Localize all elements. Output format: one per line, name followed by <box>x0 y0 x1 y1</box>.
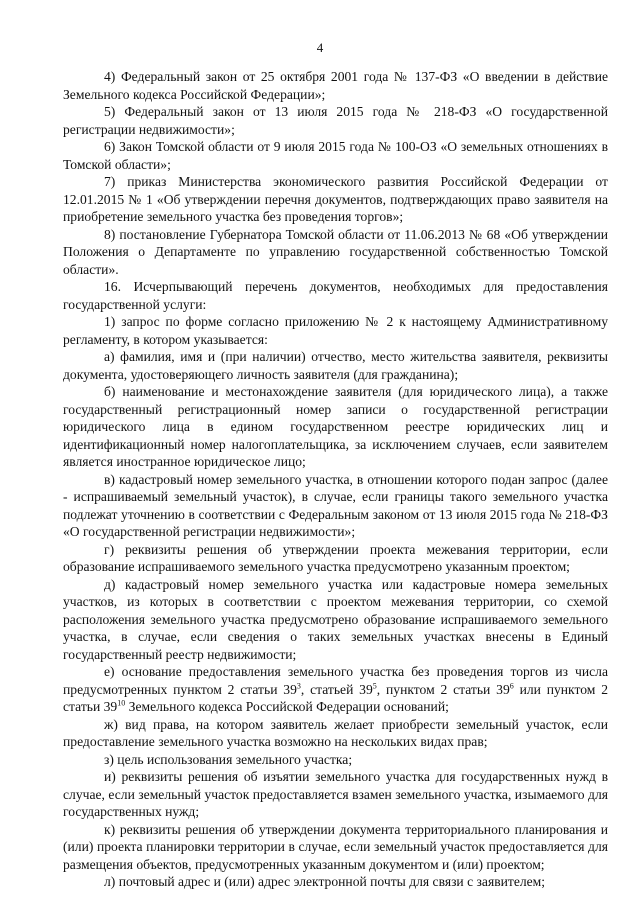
section-heading-paragraph: 16. Исчерпывающий перечень документов, необходимых для предоставления государственной услуги: <box>63 279 608 312</box>
superscript: 3 <box>296 680 301 690</box>
superscript: 6 <box>509 680 514 690</box>
para-e-part3: , пунктом 2 статьи 39 <box>376 681 510 697</box>
para-e-part2: , статьей 39 <box>300 681 373 697</box>
para-e-part4: или пунктом 2 статьи 39 <box>63 681 608 714</box>
superscript: 10 <box>117 698 126 708</box>
superscript: 5 <box>372 680 377 690</box>
paragraph: к) реквизиты решения об утверждении документа территориального планирования и (или) проекта планировки территории в случае, если земельный участок предоставляется для размещения объектов, предусмотренных указанным документом и (или) проектом; <box>63 821 608 872</box>
para-e-part5: Земельного кодекса Российской Федерации оснований; <box>125 699 449 714</box>
para-e-part1: е) основание предоставления земельного участка без проведения торгов из числа предусмотренных пунктом 2 статьи 39 <box>63 664 608 697</box>
paragraph: з) цель использования земельного участка; <box>104 751 353 767</box>
page-number: 4 <box>316 40 324 55</box>
paragraph: и) реквизиты решения об изъятии земельного участка для государственных нужд в случае, если земельный участок предоставляется взамен земельного участка, изымаемого для государственных нужд; <box>63 769 608 819</box>
paragraph: а) фамилия, имя и (при наличии) отчество, место жительства заявителя, реквизиты документа, удостоверяющего личность заявителя (для гражданина); <box>63 349 608 382</box>
paragraph: л) почтовый адрес и (или) адрес электронной почты для связи с заявителем; <box>104 874 546 889</box>
paragraph: 1) запрос по форме согласно приложению № 2 к настоящему Административному регламенту, в котором указывается: <box>63 314 608 347</box>
paragraph: б) наименование и местонахождение заявителя (для юридического лица), а также государственный регистрационный номер записи о государственной регистрации юридического лица в едином государственном реестре юридических лиц и идентификационный номер налогоплательщика, за исключением случаев, если заявителем является иностранное юридическое лицо; <box>63 384 608 469</box>
paragraph: ж) вид права, на котором заявитель желает приобрести земельный участок, если предоставление земельного участка возможно на нескольких видах прав; <box>63 716 608 749</box>
paragraph: 6) Закон Томской области от 9 июля 2015 года № 100-ОЗ «О земельных отношениях в Томской области»; <box>63 139 608 172</box>
paragraph: 8) постановление Губернатора Томской области от 11.06.2013 № 68 «Об утверждении Положения о Департаменте по управлению государственной собственностью Томской области». <box>63 226 608 277</box>
paragraph: д) кадастровый номер земельного участка или кадастровые номера земельных участков, из которых в соответствии с проектом межевания территории, со схемой расположения земельного участка предусмотрено образование испрашиваемого земельного участка, в случае, если сведения о таких земельных участках внесены в Единый государственный реестр недвижимости; <box>63 576 608 662</box>
paragraph: г) реквизиты решения об утверждении проекта межевания территории, если образование испрашиваемого земельного участка предусмотрено указанным проектом; <box>63 541 608 574</box>
paragraph: 5) Федеральный закон от 13 июля 2015 года № 218-ФЗ «О государственной регистрации недвижимости»; <box>63 104 608 137</box>
paragraph: 4) Федеральный закон от 25 октября 2001 года № 137-ФЗ «О введении в действие Земельного кодекса Российской Федерации»; <box>63 69 608 102</box>
paragraph: в) кадастровый номер земельного участка, в отношении которого подан запрос (далее - испрашиваемый земельный участок), в случае, если границы такого земельного участка подлежат уточнению в соответствии с Федеральным законом от 13 июля 2015 года № 218-ФЗ «О государственной регистрации недвижимости»; <box>63 471 608 539</box>
paragraph: 7) приказ Министерства экономического развития Российской Федерации от 12.01.2015 № 1 «Об утверждении перечня документов, подтверждающих право заявителя на приобретение земельного участка без проведения торгов»; <box>63 174 608 224</box>
document-body <box>63 68 608 891</box>
paragraph-with-superscripts <box>63 663 608 716</box>
